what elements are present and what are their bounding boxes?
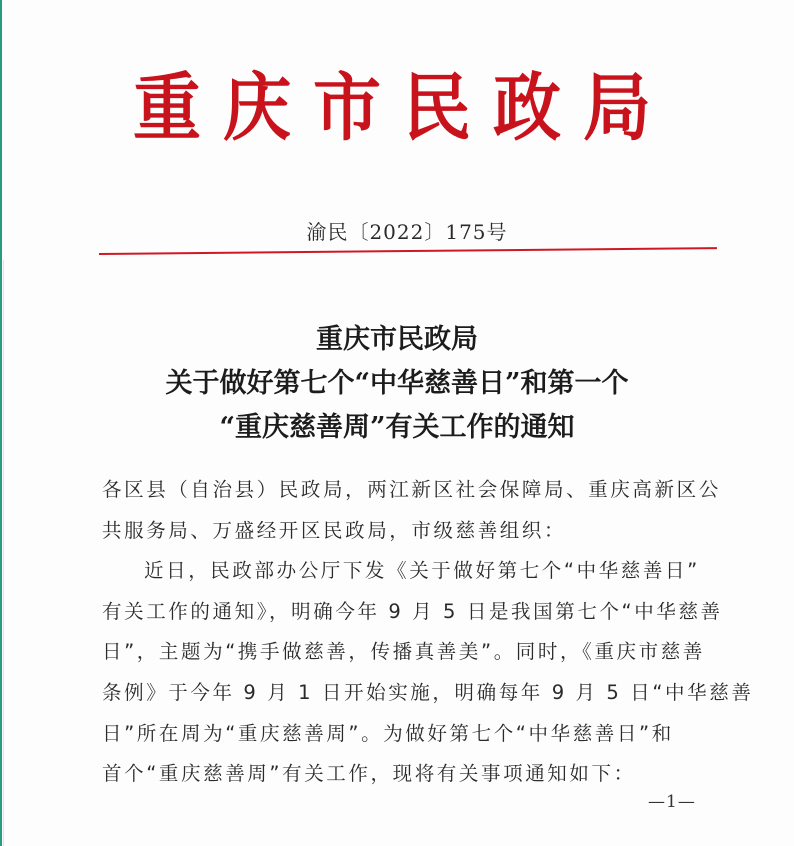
paragraph-line: 有关工作的通知》，明确今年 9 月 5 日是我国第七个“中华慈善 xyxy=(102,599,723,623)
document-number: 渝民〔2022〕175号 xyxy=(306,220,508,244)
title-line-3: “重庆慈善周”有关工作的通知 xyxy=(219,412,575,443)
paragraph-line: 首个“重庆慈善周”有关工作，现将有关事项通知如下： xyxy=(102,762,636,786)
agency-header: 重庆市民政局 xyxy=(132,64,673,152)
paragraph-line: 条例》于今年 9 月 1 日开始实施，明确每年 9 月 5 日“中华慈善 xyxy=(102,680,754,704)
paragraph-line: 日”，主题为“携手做慈善，传播真善美”。同时，《重庆市慈善 xyxy=(102,640,705,664)
red-divider-rule xyxy=(99,247,717,255)
title-line-2: 关于做好第七个“中华慈善日”和第一个 xyxy=(165,368,629,399)
paragraph-line: 近日，民政部办公厅下发《关于做好第七个“中华慈善日” xyxy=(144,559,700,583)
addressee-line-2: 共服务局、万盛经开区民政局，市级慈善组织： xyxy=(102,518,567,542)
document-title xyxy=(0,318,794,450)
paragraph-line: 日”所在周为“重庆慈善周”。为做好第七个“中华慈善日”和 xyxy=(102,721,674,745)
title-line-1: 重庆市民政局 xyxy=(316,324,478,355)
document-body xyxy=(102,470,754,795)
page-number: —1— xyxy=(648,792,696,812)
addressee-line-1: 各区县（自治县）民政局，两江新区社会保障局、重庆高新区公 xyxy=(102,478,721,501)
